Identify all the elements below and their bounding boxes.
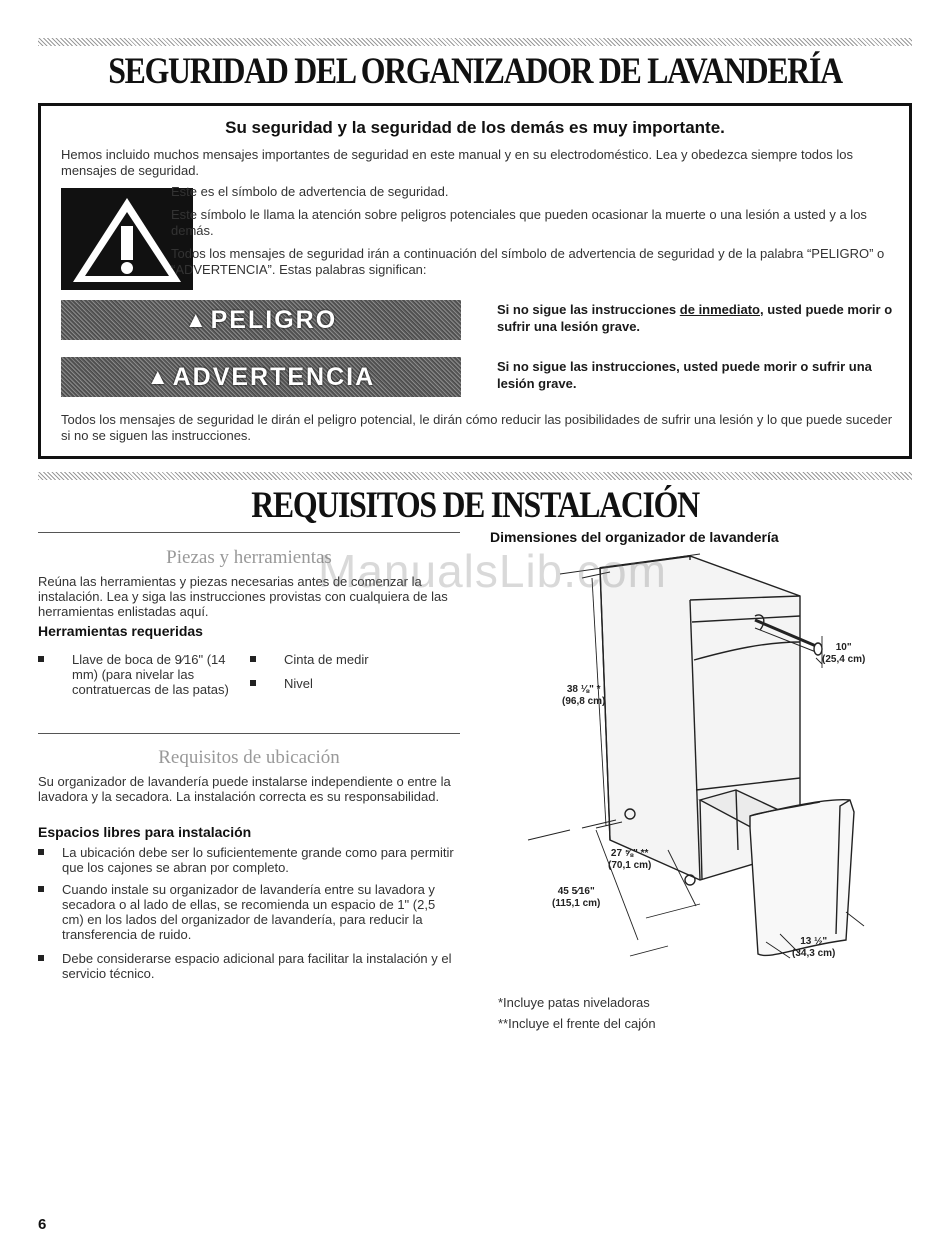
dim-width-cm: (34,3 cm) — [792, 948, 836, 959]
dim-open-in: 45 5⁄16" — [557, 886, 595, 897]
footnote-leveling-legs: *Incluye patas niveladoras — [498, 995, 650, 1010]
advertencia-description: Si no sigue las instrucciones, usted puede morir o sufrir una lesión grave. — [497, 359, 872, 391]
tool-item-3: Nivel — [284, 676, 313, 691]
bullet-icon — [38, 955, 44, 961]
location-heading: Requisitos de ubicación — [158, 747, 340, 768]
clearance-item-1: La ubicación debe ser lo suficientemente grande como para permitir que los cajones se abran por completo. — [62, 845, 454, 875]
install-title: REQUISITOS DE INSTALACIÓN — [251, 485, 699, 526]
peligro-banner — [61, 300, 461, 340]
mid-divider — [38, 472, 912, 480]
peligro-desc-b: , usted puede morir o sufrir una lesión grave. — [497, 302, 893, 334]
safety-box — [38, 103, 912, 459]
safety-closing: Todos los mensajes de seguridad le dirán el peligro potencial, le dirán cómo reducir las posibilidades de sufrir una lesión y lo que puede suceder si no se siguen las instrucciones. — [61, 412, 893, 443]
page-number: 6 — [38, 1216, 47, 1233]
dim-rod — [822, 642, 865, 666]
clearance-item-3: Debe considerarse espacio adicional para facilitar la instalación y el servicio técnico. — [62, 951, 452, 981]
location-intro: Su organizador de lavandería puede instalarse independiente o entre la lavadora y la secadora. La instalación correcta es su responsabilidad. — [38, 774, 451, 804]
tools-intro: Reúna las herramientas y piezas necesarias antes de comenzar la instalación. Lea y siga las instrucciones provistas con cualquiera de las herramientas enlistadas aquí. — [38, 574, 448, 619]
dim-depth-cm: (70,1 cm) — [608, 860, 652, 871]
bullet-icon — [38, 656, 44, 662]
peligro-desc-a: Si no sigue las instrucciones — [497, 302, 680, 317]
warning-triangle-icon: ▲ — [146, 364, 171, 389]
dim-open-cm: (115,1 cm) — [552, 898, 601, 909]
tool-item-1: Llave de boca de 9⁄16" (14 mm) (para nivelar las contratuercas de las patas) — [72, 652, 229, 697]
peligro-desc-underline: de inmediato — [679, 302, 760, 317]
dim-height-cm: (96,8 cm) — [562, 696, 606, 707]
peligro-description — [497, 301, 897, 335]
dim-rod-cm: (25,4 cm) — [822, 654, 866, 665]
clearance-item-2: Cuando instale su organizador de lavandería entre su lavadora y secadora o al lado de ellas, se recomienda un espacio de 1" (2,5 cm) en los lados del organizador de lavandería, para reducir la transferencia de ruido. — [62, 882, 436, 942]
dim-rod-in: 10" — [835, 642, 852, 653]
watermark: ManualsLib.com — [318, 545, 667, 597]
dim-width-in: 13 ½" — [800, 936, 828, 947]
symbol-line-3: Todos los mensajes de seguridad irán a continuación del símbolo de advertencia de seguridad y de la palabra “PELIGRO” o “ADVERTENCIA”. Estas palabras significan: — [171, 246, 885, 277]
bullet-icon — [250, 680, 256, 686]
tools-rule — [38, 532, 460, 533]
peligro-label: PELIGRO — [210, 305, 338, 334]
bullet-icon — [38, 886, 44, 892]
tool-item-2: Cinta de medir — [284, 652, 369, 667]
safety-title: SEGURIDAD DEL ORGANIZADOR DE LAVANDERÍA — [108, 51, 842, 92]
symbol-explanation — [171, 184, 891, 285]
bullet-icon — [250, 656, 256, 662]
top-divider — [38, 38, 912, 46]
tools-required-heading: Herramientas requeridas — [38, 623, 203, 639]
diagram-title: Dimensiones del organizador de lavandería — [490, 529, 779, 545]
clearance-heading: Espacios libres para instalación — [38, 824, 252, 840]
location-rule — [38, 733, 460, 734]
safety-intro: Hemos incluido muchos mensajes importantes de seguridad en este manual y en su electrodoméstico. Lea y obedezca siempre todos los mensajes de seguridad. — [61, 147, 853, 178]
dim-width — [792, 936, 835, 960]
dim-height-in: 38 ⅛" * — [566, 684, 601, 695]
bullet-icon — [38, 849, 44, 855]
symbol-line-2: Este símbolo le llama la atención sobre peligros potenciales que pueden ocasionar la muerte o una lesión a usted y a los demás. — [171, 207, 867, 238]
advertencia-label: ADVERTENCIA — [172, 362, 376, 391]
dim-height — [562, 684, 605, 708]
dimensions-diagram — [500, 550, 920, 990]
footnote-drawer-front: **Incluye el frente del cajón — [498, 1016, 656, 1031]
symbol-line-1: Este es el símbolo de advertencia de seguridad. — [171, 184, 449, 199]
dim-depth-in: 27 ⅝" ** — [610, 848, 649, 859]
tools-heading: Piezas y herramientas — [166, 547, 332, 568]
dim-open-depth — [552, 886, 600, 910]
dim-depth — [608, 848, 651, 872]
advertencia-banner — [61, 357, 461, 397]
warning-triangle-icon: ▲ — [184, 307, 209, 332]
laundry-organizer-illustration — [500, 550, 920, 990]
safety-heading: Su seguridad y la seguridad de los demás es muy importante. — [225, 118, 725, 137]
